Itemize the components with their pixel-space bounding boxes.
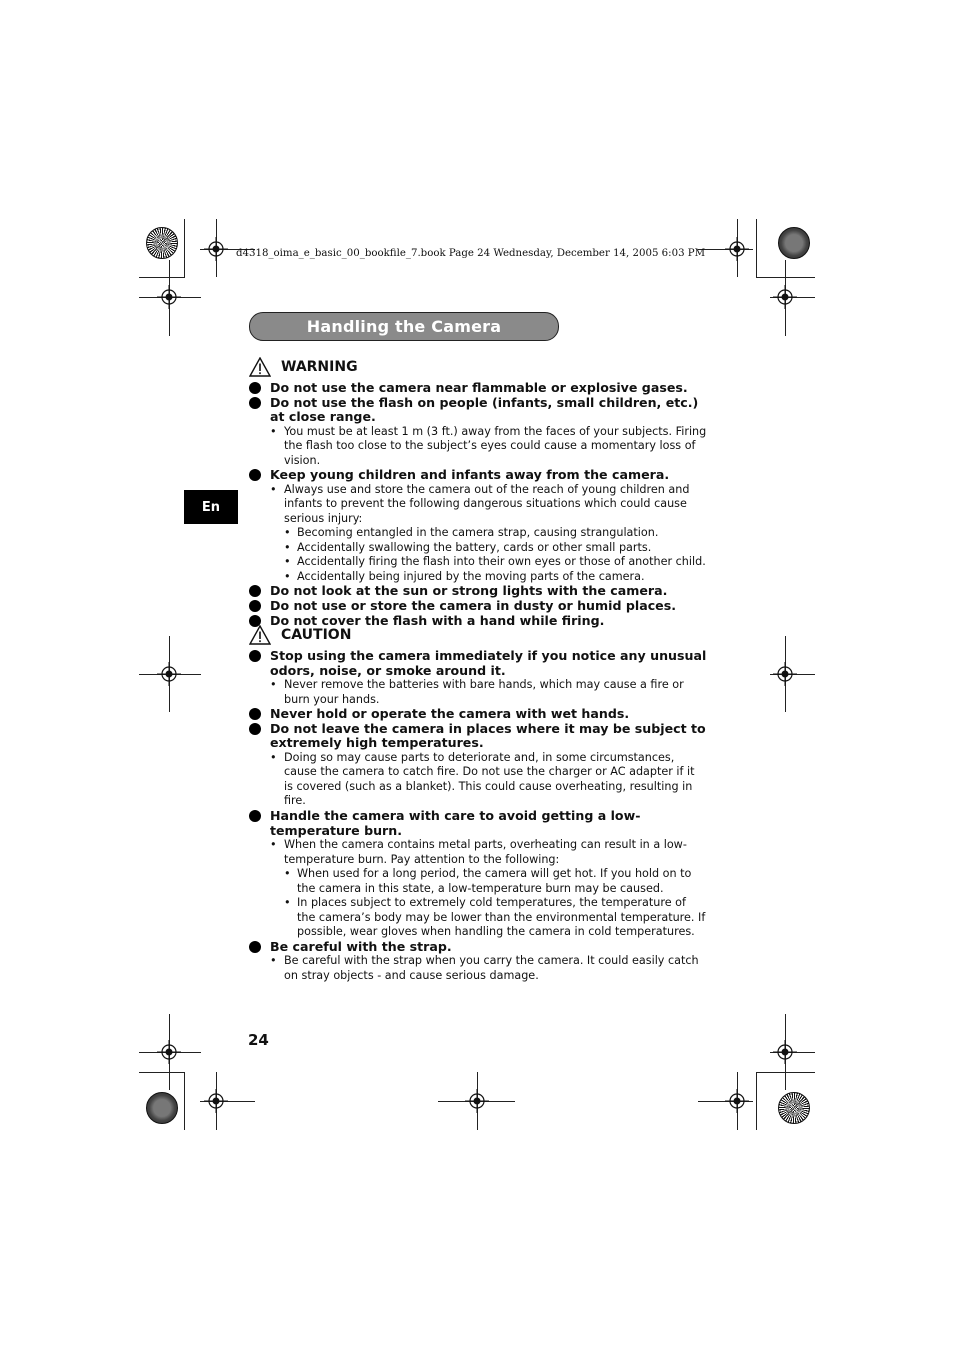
sub-bullet-dot-icon: • bbox=[270, 750, 277, 764]
bullet-item bbox=[249, 396, 707, 425]
nested-sub-bullet-text: Becoming entangled in the camera strap, causing strangulation. bbox=[297, 526, 659, 540]
bullet-item bbox=[249, 381, 707, 396]
nested-bullet-dot-icon: • bbox=[284, 867, 291, 881]
sub-bullet-dot-icon: • bbox=[270, 954, 277, 968]
registration-rosette-icon bbox=[146, 1092, 178, 1124]
bullet-dot-icon bbox=[249, 941, 261, 953]
nested-sub-bullet-text: Accidentally swallowing the battery, cards or other small parts. bbox=[297, 540, 652, 554]
registration-rosette-icon bbox=[146, 227, 178, 259]
nested-sub-bullet bbox=[249, 555, 707, 570]
bullet-dot-icon bbox=[249, 708, 261, 720]
caution-section bbox=[249, 624, 707, 983]
bullet-dot-icon bbox=[249, 382, 261, 394]
registration-mark-icon bbox=[725, 237, 749, 261]
registration-mark-icon bbox=[204, 237, 228, 261]
caution-list bbox=[249, 649, 707, 983]
warning-title: WARNING bbox=[281, 359, 358, 375]
nested-bullet-dot-icon: • bbox=[284, 569, 291, 583]
bullet-item-text: Stop using the camera immediately if you notice any unusual odors, noise, or smoke around it. bbox=[270, 648, 707, 678]
registration-mark-icon bbox=[157, 1040, 181, 1064]
sub-bullet-dot-icon: • bbox=[270, 678, 277, 692]
bullet-item-text: Do not look at the sun or strong lights with the camera. bbox=[270, 583, 668, 599]
nested-bullet-dot-icon: • bbox=[284, 555, 291, 569]
registration-mark-icon bbox=[465, 1089, 489, 1113]
nested-sub-bullet bbox=[249, 867, 707, 896]
bullet-item bbox=[249, 649, 707, 678]
nested-sub-bullet-text: Accidentally being injured by the moving parts of the camera. bbox=[297, 569, 645, 583]
caution-heading bbox=[249, 624, 707, 646]
nested-sub-bullet-text: When used for a long period, the camera will get hot. If you hold on to the camera in this state, a low-temperature burn may be caused. bbox=[297, 867, 692, 895]
bullet-item bbox=[249, 809, 707, 838]
bullet-item bbox=[249, 584, 707, 599]
sub-bullet bbox=[249, 483, 707, 527]
nested-bullet-dot-icon: • bbox=[284, 896, 291, 910]
bullet-item bbox=[249, 722, 707, 751]
bullet-item bbox=[249, 940, 707, 955]
language-tab: En bbox=[184, 490, 238, 524]
registration-rosette-icon bbox=[778, 227, 810, 259]
bullet-item bbox=[249, 468, 707, 483]
bullet-item bbox=[249, 707, 707, 722]
bullet-dot-icon bbox=[249, 810, 261, 822]
nested-bullet-dot-icon: • bbox=[284, 540, 291, 554]
sub-bullet-text: Never remove the batteries with bare hands, which may cause a fire or burn your hands. bbox=[284, 678, 684, 706]
sub-bullet-text: Doing so may cause parts to deteriorate and, in some circumstances, cause the camera to catch fire. Do not use the charger or AC adapter if it is covered (such as a blanket). This could cause overheating, resulting in fire. bbox=[284, 750, 695, 808]
bullet-dot-icon bbox=[249, 600, 261, 612]
registration-mark-icon bbox=[204, 1089, 228, 1113]
bullet-item-text: Never hold or operate the camera with wet hands. bbox=[270, 706, 630, 722]
bullet-item-text: Handle the camera with care to avoid getting a low-temperature burn. bbox=[270, 807, 641, 838]
bullet-item bbox=[249, 599, 707, 614]
sub-bullet-text: You must be at least 1 m (3 ft.) away from the faces of your subjects. Firing the flash too close to the subject’s eyes could cause a momentary loss of vision. bbox=[284, 424, 707, 467]
sub-bullet bbox=[249, 838, 707, 867]
bullet-dot-icon bbox=[249, 585, 261, 597]
warning-heading bbox=[249, 356, 707, 378]
sub-bullet bbox=[249, 425, 707, 469]
nested-sub-bullet bbox=[249, 570, 707, 585]
bullet-item-text: Do not use the flash on people (infants, small children, etc.) at close range. bbox=[270, 394, 699, 425]
caution-triangle-icon bbox=[249, 625, 271, 645]
registration-mark-icon bbox=[773, 285, 797, 309]
sub-bullet bbox=[249, 954, 707, 983]
nested-sub-bullet bbox=[249, 541, 707, 556]
sub-bullet-text: When the camera contains metal parts, overheating can result in a low-temperature burn. Pay attention to the following: bbox=[284, 838, 687, 866]
bullet-item-text: Do not use the camera near flammable or explosive gases. bbox=[270, 380, 688, 395]
bullet-dot-icon bbox=[249, 469, 261, 481]
bullet-dot-icon bbox=[249, 397, 261, 409]
warning-list bbox=[249, 381, 707, 628]
bullet-item-text: Be careful with the strap. bbox=[270, 938, 452, 954]
sub-bullet bbox=[249, 678, 707, 707]
caution-title: CAUTION bbox=[281, 627, 352, 643]
warning-triangle-icon bbox=[249, 357, 271, 377]
registration-mark-icon bbox=[157, 285, 181, 309]
bullet-item-text: Keep young children and infants away from the camera. bbox=[270, 467, 670, 483]
section-title-bar bbox=[249, 312, 559, 341]
nested-sub-bullet-text: Accidentally firing the flash into their own eyes or those of another child. bbox=[297, 555, 706, 569]
registration-mark-icon bbox=[773, 1040, 797, 1064]
bullet-item-text: Do not leave the camera in places where it may be subject to extremely high temperatures. bbox=[270, 720, 706, 751]
sub-bullet bbox=[249, 751, 707, 809]
print-slug-line: d4318_oima_e_basic_00_bookfile_7.book Page 24 Wednesday, December 14, 2005 6:03 PM bbox=[236, 248, 706, 259]
nested-sub-bullet bbox=[249, 896, 707, 940]
bullet-dot-icon bbox=[249, 723, 261, 735]
registration-mark-icon bbox=[725, 1089, 749, 1113]
sub-bullet-dot-icon: • bbox=[270, 482, 277, 496]
registration-mark-icon bbox=[773, 662, 797, 686]
nested-sub-bullet-text: In places subject to extremely cold temperatures, the temperature of the camera’s body may be lower than the environmental temperature. If possible, wear gloves when handling the camera in cold temperatures. bbox=[297, 896, 706, 939]
registration-rosette-icon bbox=[778, 1092, 810, 1124]
page-number: 24 bbox=[248, 1031, 269, 1049]
warning-section bbox=[249, 356, 707, 628]
nested-sub-bullet bbox=[249, 526, 707, 541]
page-title: Handling the Camera bbox=[306, 317, 502, 336]
bullet-dot-icon bbox=[249, 650, 261, 662]
bullet-item-text: Do not use or store the camera in dusty or humid places. bbox=[270, 597, 676, 613]
sub-bullet-dot-icon: • bbox=[270, 838, 277, 852]
sub-bullet-text: Always use and store the camera out of the reach of young children and infants to prevent the following dangerous situations which could cause serious injury: bbox=[284, 482, 690, 525]
sub-bullet-dot-icon: • bbox=[270, 424, 277, 438]
sub-bullet-text: Be careful with the strap when you carry the camera. It could easily catch on stray objects - and cause serious damage. bbox=[284, 954, 699, 982]
registration-mark-icon bbox=[157, 662, 181, 686]
nested-bullet-dot-icon: • bbox=[284, 526, 291, 540]
bullet-item-text: Do not cover the flash with a hand while firing. bbox=[270, 612, 605, 628]
